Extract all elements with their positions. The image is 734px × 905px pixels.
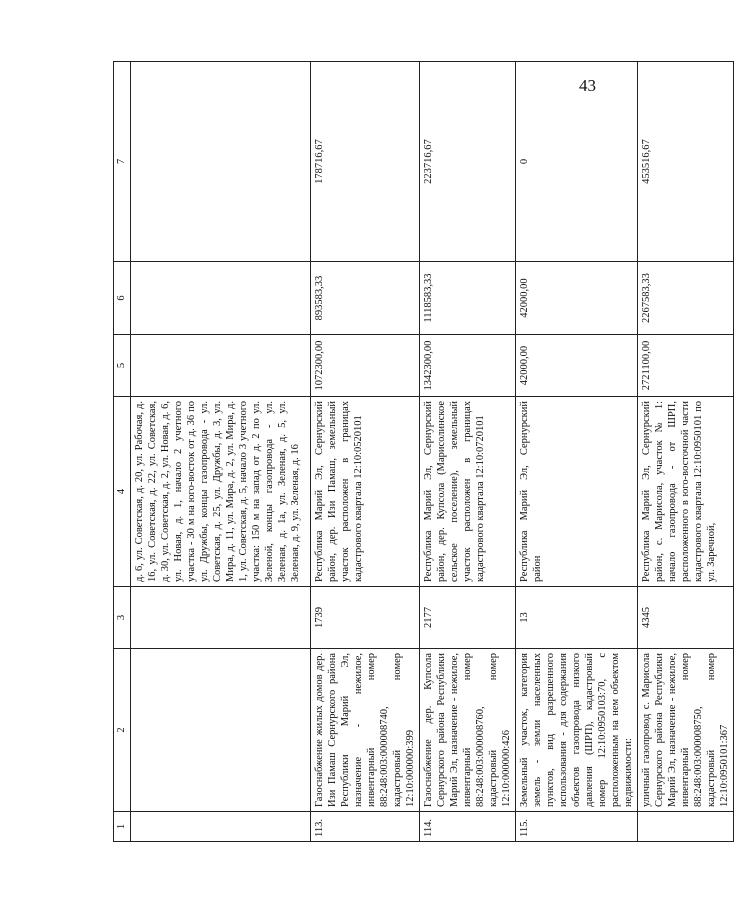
value-cell (131, 62, 311, 262)
value-cell: 42000,00 (516, 262, 638, 335)
column-number-cell: 7 (114, 62, 131, 262)
column-number-cell: 1 (114, 812, 131, 842)
value-cell: 223716,67 (420, 62, 516, 262)
table-row (638, 62, 734, 842)
row-number-cell: 115. (516, 812, 638, 842)
table-row (420, 62, 516, 842)
object-description-cell: уличный газопровод с. Марисола Сернурского района Республики Марий Эл, назначение - нежилое, инвентарный номер 88:248:003:000008750, кадастровый номер 12:10:0950101:367 (638, 649, 734, 812)
value-cell: 2267583,33 (638, 262, 734, 335)
row-number-cell: 113. (311, 812, 420, 842)
table-row (311, 62, 420, 842)
value-cell: 893583,33 (311, 262, 420, 335)
address-cell: Республика Марий Эл, Сернурский район, дер. Купсола (Марисолинское сельское поселение), земельный участок расположен в границах кадастрового квартала 12:10:0720101 (420, 397, 516, 587)
code-cell: 13 (516, 587, 638, 649)
page-number: 43 (579, 76, 596, 95)
value-cell: 178716,67 (311, 62, 420, 262)
table-row (131, 62, 311, 842)
value-cell: 2721100,00 (638, 335, 734, 397)
value-cell: 1342300,00 (420, 335, 516, 397)
property-table (113, 61, 734, 842)
row-number-cell (131, 812, 311, 842)
row-number-cell (638, 812, 734, 842)
value-cell: 42000,00 (516, 335, 638, 397)
column-number-cell: 4 (114, 397, 131, 587)
value-cell: 1072300,00 (311, 335, 420, 397)
row-number-cell: 114. (420, 812, 516, 842)
object-description-cell: Земельный участок, категория земель - земли населенных пунктов, вид разрешенного использования - для содержания объектов газопровода низкого давления (ШРП), кадастровый номер 12:10:0950103:70, с расположенным на нем объектом недвижимости: (516, 649, 638, 812)
code-cell (131, 587, 311, 649)
code-cell: 1739 (311, 587, 420, 649)
value-cell: 453516,67 (638, 62, 734, 262)
address-cell: д. 6, ул. Советская, д. 20, ул. Рабочая, д. 16, ул. Советская, д. 22, ул. Советская, д. 30, ул. Советская, д. 2, ул. Новая, д. 6, ул. Новая, д. 1, начало 2 учетного участка - 30 м на юго-восток от д. 36 по ул. Дружбы, концы газопровода - ул. Советская, д. 25, ул. Дружбы, д. 3, ул. Мира, д. 11, ул. Мира, д. 2, ул. Мира, д. 1, ул. Советская, д. 5, начало 3 учетного участка: 150 м на запад от д. 2 по ул. Зеленой, концы газопровода - ул. Зеленая, д. 1а, ул. Зеленая, д. 5, ул. Зеленая, д. 9, ул. Зеленая, д. 16 (131, 397, 311, 587)
object-description-cell: Газоснабжение дер. Купсола Сернурского района Республики Марий Эл, назначение - нежилое, инвентарный номер 88:248:003:000008760, кадастровый номер 12:10:000000:426 (420, 649, 516, 812)
object-description-cell: Газоснабжение жилых домов дер. Изи Памаш Сернурского района Республики Марий Эл, назначение - нежилое, инвентарный номер 88:248:003:000008740, кадастровый номер 12:10:000000:399 (311, 649, 420, 812)
column-number-cell: 5 (114, 335, 131, 397)
value-cell (131, 335, 311, 397)
column-number-cell: 3 (114, 587, 131, 649)
code-cell: 2177 (420, 587, 516, 649)
rotated-table-container (113, 62, 731, 842)
column-number-cell: 2 (114, 649, 131, 812)
value-cell: 1118583,33 (420, 262, 516, 335)
table-row (516, 62, 638, 842)
address-cell: Республика Марий Эл, Сернурский район, с. Марисола, участок № 1: начало газопровода - от ШРП, расположенного в юго-восточной части кадастрового квартала 12:10:0950101 по ул. Заречной, (638, 397, 734, 587)
value-cell (131, 262, 311, 335)
column-number-row (114, 62, 131, 842)
address-cell: Республика Марий Эл, Сернурский район (516, 397, 638, 587)
column-number-cell: 6 (114, 262, 131, 335)
code-cell: 4345 (638, 587, 734, 649)
object-description-cell (131, 649, 311, 812)
value-cell: 0 (516, 62, 638, 262)
address-cell: Республика Марий Эл, Сернурский район, дер. Изи Памаш, земельный участок расположен в границах кадастрового квартала 12:10:0520101 (311, 397, 420, 587)
